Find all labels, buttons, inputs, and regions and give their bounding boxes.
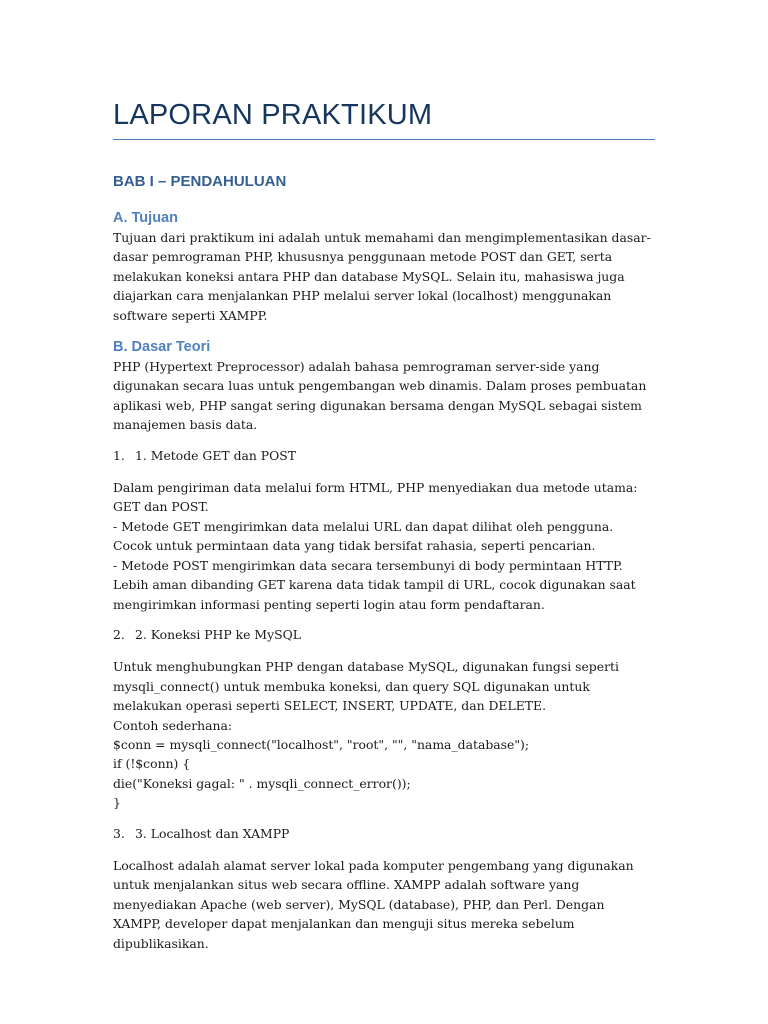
document-content [113, 95, 655, 953]
document-title: LAPORAN PRAKTIKUM [113, 99, 433, 131]
list-item-number: 2. [113, 626, 125, 642]
list-item-paragraph: Dalam pengiriman data melalui form HTML, PHP menyediakan dua metode utama: GET dan POST. - Metode GET mengirimkan data melalui URL dan dapat dilihat oleh pengguna. Cocok untuk permintaan data yang tidak bersifat rahasia, seperti pencarian. - Metode POST mengirimkan data secara tersembunyi di body permintaan HTTP. Lebih aman dibanding GET karena data tidak tampil di URL, cocok digunakan saat mengirimkan informasi penting seperti login atau form pendaftaran. [113, 480, 638, 612]
section-b-paragraph: PHP (Hypertext Preprocessor) adalah bahasa pemrograman server-side yang digunakan secara luas untuk pengembangan web dinamis. Dalam proses pembuatan aplikasi web, PHP sangat sering digunakan bersama dengan MySQL sebagai sistem manajemen basis data. [113, 359, 647, 433]
section-a-paragraph: Tujuan dari praktikum ini adalah untuk memahami dan mengimplementasikan dasar-dasar pemrograman PHP, khususnya penggunaan metode POST dan GET, serta melakukan koneksi antara PHP dan database MySQL. Selain itu, mahasiswa juga diajarkan cara menjalankan PHP melalui server lokal (localhost) menggunakan software seperti XAMPP. [113, 230, 651, 323]
list-item-paragraph: Localhost adalah alamat server lokal pada komputer pengembang yang digunakan untuk menjalankan situs web secara offline. XAMPP adalah software yang menyediakan Apache (web server), MySQL (database), PHP, dan Perl. Dengan XAMPP, developer dapat menjalankan dan menguji situs mereka sebelum dipublikasikan. [113, 857, 634, 951]
list-item-number: 3. [113, 825, 125, 841]
section-a-heading: A. Tujuan [113, 210, 178, 226]
list-item [113, 824, 655, 843]
list-item-label: 3. Localhost dan XAMPP [135, 825, 290, 841]
title-underline [113, 139, 655, 140]
list-item-paragraph: Untuk menghubungkan PHP dengan database MySQL, digunakan fungsi seperti mysqli_connect() untuk membuka koneksi, dan query SQL digunakan untuk melakukan operasi seperti SELECT, INSERT, UPDATE, dan DELETE. Contoh sederhana: $conn = mysqli_connect("localhost", "root", "", "nama_database"); if (!$conn) { die("Koneksi gagal: " . mysqli_connect_error()); } [113, 659, 619, 811]
list-item-number: 1. [113, 447, 125, 463]
section-b-heading: B. Dasar Teori [113, 339, 211, 356]
list-item [113, 625, 655, 644]
list-item [113, 446, 655, 465]
list-item-label: 1. Metode GET dan POST [135, 447, 297, 463]
chapter-heading: BAB I – PENDAHULUAN [113, 173, 287, 190]
list-item-label: 2. Koneksi PHP ke MySQL [135, 626, 301, 642]
